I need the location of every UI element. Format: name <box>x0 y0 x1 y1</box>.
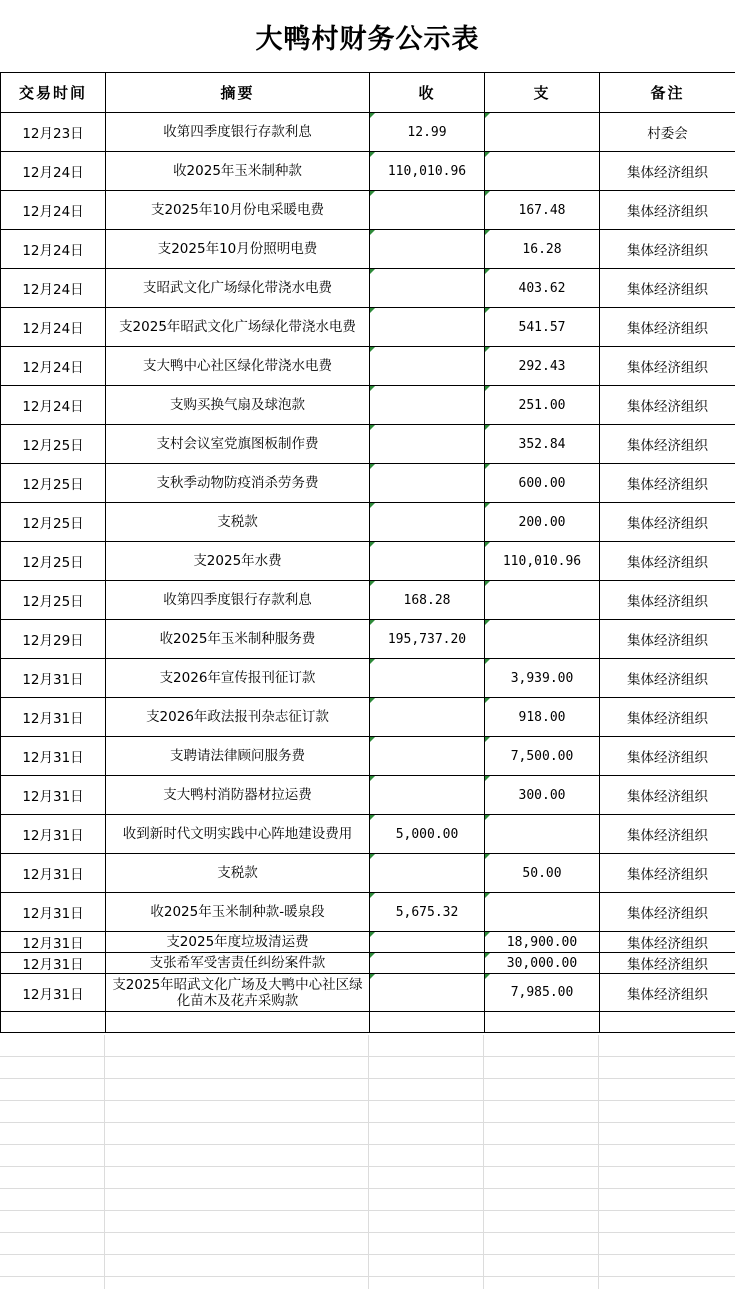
expense-cell[interactable]: 403.62 <box>485 269 600 308</box>
expense-cell[interactable]: 292.43 <box>485 347 600 386</box>
table-row <box>1 152 735 191</box>
table-row <box>1 542 735 581</box>
date-cell[interactable]: 12月25日 <box>1 581 106 620</box>
date-cell[interactable]: 12月31日 <box>1 932 106 953</box>
summary-cell[interactable]: 支2025年10月份电采暖电费 <box>106 191 370 230</box>
summary-cell[interactable]: 支大鸭中心社区绿化带浇水电费 <box>106 347 370 386</box>
date-cell[interactable]: 12月31日 <box>1 815 106 854</box>
table-row <box>1 932 735 953</box>
expense-cell[interactable]: 251.00 <box>485 386 600 425</box>
header-date: 交易时间 <box>1 73 106 113</box>
note-cell[interactable]: 集体经济组织 <box>600 698 735 737</box>
date-cell[interactable]: 12月23日 <box>1 113 106 152</box>
expense-cell[interactable]: 541.57 <box>485 308 600 347</box>
summary-cell[interactable]: 收到新时代文明实践中心阵地建设费用 <box>106 815 370 854</box>
table-row <box>1 191 735 230</box>
summary-cell[interactable]: 收第四季度银行存款利息 <box>106 113 370 152</box>
table-row <box>1 113 735 152</box>
income-cell[interactable] <box>370 230 485 269</box>
summary-cell[interactable]: 收2025年玉米制种款 <box>106 152 370 191</box>
table-row <box>1 620 735 659</box>
income-cell[interactable]: 12.99 <box>370 113 485 152</box>
note-cell[interactable]: 集体经济组织 <box>600 425 735 464</box>
date-cell[interactable]: 12月24日 <box>1 347 106 386</box>
note-cell[interactable]: 集体经济组织 <box>600 932 735 953</box>
income-cell[interactable] <box>370 191 485 230</box>
expense-cell[interactable]: 352.84 <box>485 425 600 464</box>
summary-cell[interactable]: 支购买换气扇及球泡款 <box>106 386 370 425</box>
expense-cell[interactable]: 16.28 <box>485 230 600 269</box>
header-row <box>1 73 735 113</box>
note-cell[interactable]: 集体经济组织 <box>600 581 735 620</box>
table-row <box>1 893 735 932</box>
date-cell[interactable]: 12月31日 <box>1 776 106 815</box>
summary-cell[interactable]: 支2025年10月份照明电费 <box>106 230 370 269</box>
date-cell[interactable]: 12月29日 <box>1 620 106 659</box>
income-cell[interactable]: 168.28 <box>370 581 485 620</box>
note-cell[interactable]: 集体经济组织 <box>600 191 735 230</box>
income-cell[interactable] <box>370 386 485 425</box>
note-cell[interactable]: 集体经济组织 <box>600 152 735 191</box>
empty-sheet-grid <box>0 1035 735 1289</box>
table-row <box>1 230 735 269</box>
date-cell[interactable]: 12月24日 <box>1 191 106 230</box>
blank-cell[interactable] <box>106 1012 370 1033</box>
note-cell[interactable]: 集体经济组织 <box>600 503 735 542</box>
expense-cell[interactable] <box>485 152 600 191</box>
table-row <box>1 503 735 542</box>
expense-cell[interactable] <box>485 893 600 932</box>
date-cell[interactable]: 12月24日 <box>1 269 106 308</box>
table-row <box>1 659 735 698</box>
table-row <box>1 815 735 854</box>
table-row <box>1 776 735 815</box>
note-cell[interactable]: 集体经济组织 <box>600 386 735 425</box>
date-cell[interactable]: 12月31日 <box>1 893 106 932</box>
date-cell[interactable]: 12月31日 <box>1 737 106 776</box>
date-cell[interactable]: 12月31日 <box>1 974 106 1012</box>
date-cell[interactable]: 12月31日 <box>1 854 106 893</box>
table-row <box>1 425 735 464</box>
note-cell[interactable]: 集体经济组织 <box>600 464 735 503</box>
income-cell[interactable] <box>370 974 485 1012</box>
page-title: 大鸭村财务公示表 <box>255 23 480 55</box>
income-cell[interactable] <box>370 464 485 503</box>
note-cell[interactable]: 集体经济组织 <box>600 308 735 347</box>
note-cell[interactable]: 集体经济组织 <box>600 815 735 854</box>
summary-cell[interactable]: 支2026年宣传报刊征订款 <box>106 659 370 698</box>
date-cell[interactable]: 12月25日 <box>1 464 106 503</box>
blank-cell[interactable] <box>1 1012 106 1033</box>
note-cell[interactable]: 集体经济组织 <box>600 953 735 974</box>
expense-cell[interactable] <box>485 581 600 620</box>
income-cell[interactable]: 5,675.32 <box>370 893 485 932</box>
blank-cell[interactable] <box>485 1012 600 1033</box>
table-row <box>1 953 735 974</box>
summary-cell[interactable]: 收2025年玉米制种款-暖泉段 <box>106 893 370 932</box>
income-cell[interactable] <box>370 659 485 698</box>
table-row <box>1 698 735 737</box>
summary-cell[interactable]: 支2025年昭武文化广场及大鸭中心社区绿化苗木及花卉采购款 <box>106 974 370 1012</box>
date-cell[interactable]: 12月31日 <box>1 953 106 974</box>
note-cell[interactable]: 集体经济组织 <box>600 776 735 815</box>
income-cell[interactable] <box>370 503 485 542</box>
expense-cell[interactable]: 167.48 <box>485 191 600 230</box>
expense-cell[interactable]: 918.00 <box>485 698 600 737</box>
table-row <box>1 974 735 1012</box>
header-note: 备注 <box>600 73 735 113</box>
expense-cell[interactable]: 3,939.00 <box>485 659 600 698</box>
expense-cell[interactable]: 110,010.96 <box>485 542 600 581</box>
date-cell[interactable]: 12月31日 <box>1 659 106 698</box>
summary-cell[interactable]: 收第四季度银行存款利息 <box>106 581 370 620</box>
summary-cell[interactable]: 支税款 <box>106 503 370 542</box>
table-row <box>1 854 735 893</box>
expense-cell[interactable]: 200.00 <box>485 503 600 542</box>
income-cell[interactable] <box>370 854 485 893</box>
income-cell[interactable] <box>370 698 485 737</box>
summary-cell[interactable]: 收2025年玉米制种服务费 <box>106 620 370 659</box>
income-cell[interactable] <box>370 425 485 464</box>
expense-cell[interactable]: 50.00 <box>485 854 600 893</box>
summary-cell[interactable]: 支2026年政法报刊杂志征订款 <box>106 698 370 737</box>
table-row <box>1 269 735 308</box>
expense-cell[interactable]: 600.00 <box>485 464 600 503</box>
expense-cell[interactable] <box>485 113 600 152</box>
note-cell[interactable]: 村委会 <box>600 113 735 152</box>
finance-table <box>0 72 735 1033</box>
summary-cell[interactable]: 支大鸭村消防器材拉运费 <box>106 776 370 815</box>
note-cell[interactable]: 集体经济组织 <box>600 974 735 1012</box>
date-cell[interactable]: 12月25日 <box>1 503 106 542</box>
date-cell[interactable]: 12月25日 <box>1 425 106 464</box>
summary-cell[interactable]: 支税款 <box>106 854 370 893</box>
table-row <box>1 581 735 620</box>
blank-row <box>1 1012 735 1033</box>
note-cell[interactable]: 集体经济组织 <box>600 230 735 269</box>
blank-cell[interactable] <box>600 1012 735 1033</box>
note-cell[interactable]: 集体经济组织 <box>600 620 735 659</box>
note-cell[interactable]: 集体经济组织 <box>600 269 735 308</box>
summary-cell[interactable]: 支昭武文化广场绿化带浇水电费 <box>106 269 370 308</box>
summary-cell[interactable]: 支张希军受害责任纠纷案件款 <box>106 953 370 974</box>
summary-cell[interactable]: 支秋季动物防疫消杀劳务费 <box>106 464 370 503</box>
expense-cell[interactable]: 300.00 <box>485 776 600 815</box>
income-cell[interactable] <box>370 347 485 386</box>
summary-cell[interactable]: 支2025年度垃圾清运费 <box>106 932 370 953</box>
table-row <box>1 464 735 503</box>
date-cell[interactable]: 12月24日 <box>1 152 106 191</box>
income-cell[interactable] <box>370 953 485 974</box>
income-cell[interactable]: 195,737.20 <box>370 620 485 659</box>
table-row <box>1 308 735 347</box>
expense-cell[interactable] <box>485 815 600 854</box>
expense-cell[interactable]: 30,000.00 <box>485 953 600 974</box>
income-cell[interactable] <box>370 269 485 308</box>
expense-cell[interactable]: 7,985.00 <box>485 974 600 1012</box>
date-cell[interactable]: 12月31日 <box>1 698 106 737</box>
note-cell[interactable]: 集体经济组织 <box>600 893 735 932</box>
summary-cell[interactable]: 支聘请法律顾问服务费 <box>106 737 370 776</box>
note-cell[interactable]: 集体经济组织 <box>600 854 735 893</box>
summary-cell[interactable]: 支2025年昭武文化广场绿化带浇水电费 <box>106 308 370 347</box>
table-row <box>1 386 735 425</box>
income-cell[interactable] <box>370 308 485 347</box>
summary-cell[interactable]: 支2025年水费 <box>106 542 370 581</box>
date-cell[interactable]: 12月24日 <box>1 386 106 425</box>
table-row <box>1 737 735 776</box>
income-cell[interactable]: 5,000.00 <box>370 815 485 854</box>
note-cell[interactable]: 集体经济组织 <box>600 347 735 386</box>
header-expense: 支 <box>485 73 600 113</box>
date-cell[interactable]: 12月24日 <box>1 230 106 269</box>
summary-cell[interactable]: 支村会议室党旗图板制作费 <box>106 425 370 464</box>
header-income: 收 <box>370 73 485 113</box>
income-cell[interactable] <box>370 776 485 815</box>
expense-cell[interactable] <box>485 620 600 659</box>
header-summary: 摘要 <box>106 73 370 113</box>
expense-cell[interactable]: 7,500.00 <box>485 737 600 776</box>
income-cell[interactable] <box>370 542 485 581</box>
date-cell[interactable]: 12月24日 <box>1 308 106 347</box>
note-cell[interactable]: 集体经济组织 <box>600 737 735 776</box>
blank-cell[interactable] <box>370 1012 485 1033</box>
income-cell[interactable] <box>370 932 485 953</box>
note-cell[interactable]: 集体经济组织 <box>600 542 735 581</box>
note-cell[interactable]: 集体经济组织 <box>600 659 735 698</box>
expense-cell[interactable]: 18,900.00 <box>485 932 600 953</box>
income-cell[interactable] <box>370 737 485 776</box>
income-cell[interactable]: 110,010.96 <box>370 152 485 191</box>
table-row <box>1 347 735 386</box>
date-cell[interactable]: 12月25日 <box>1 542 106 581</box>
